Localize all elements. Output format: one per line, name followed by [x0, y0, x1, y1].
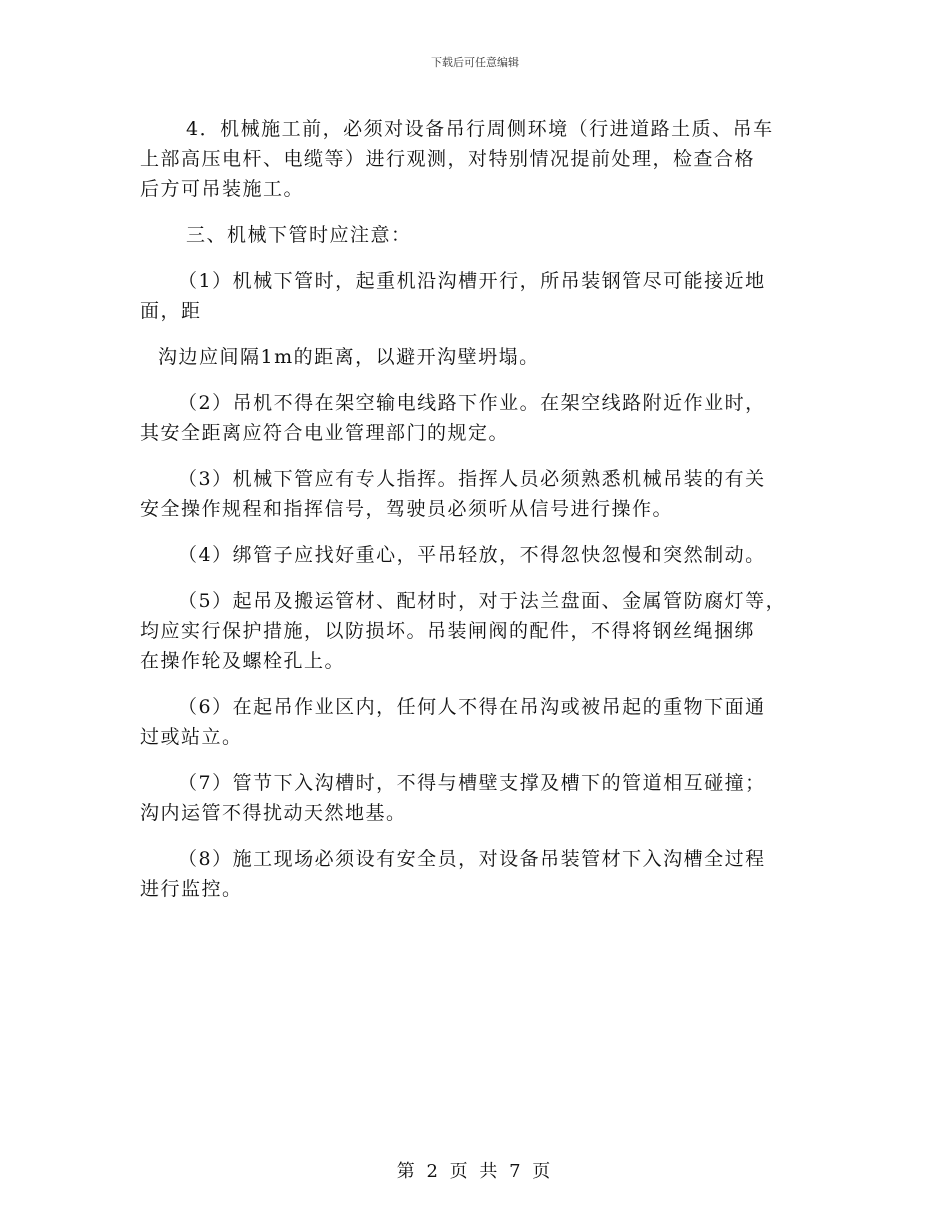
paragraph-item-4 — [140, 114, 820, 204]
section-heading-3 — [140, 220, 820, 250]
text-line: 安全操作规程和指挥信号，驾驶员必须听从信号进行操作。 — [140, 498, 674, 520]
paragraph-item-6 — [140, 692, 820, 752]
text-line: 三、机械下管时应注意： — [186, 224, 412, 246]
paragraph-item-4-sub — [140, 540, 820, 570]
page-number: 第 2 页 共 7 页 — [396, 1161, 554, 1182]
text-line: 过或站立。 — [140, 726, 243, 748]
text-line: （1）机械下管时，起重机沿沟槽开行，所吊装钢管尽可能接近地 — [178, 270, 766, 292]
text-line: 面，距 — [140, 300, 202, 322]
text-line: 4．机械施工前，必须对设备吊行周侧环境（行进道路土质、吊车 — [186, 118, 774, 140]
text-line: 沟内运管不得扰动天然地基。 — [140, 802, 407, 824]
text-line: （5）起吊及搬运管材、配材时，对于法兰盘面、金属管防腐灯等， — [178, 590, 787, 612]
document-body — [140, 114, 820, 904]
page-header: 下载后可任意编辑 — [431, 56, 519, 69]
text-line: （4）绑管子应找好重心，平吊轻放，不得忽快忽慢和突然制动。 — [178, 544, 766, 566]
text-line: （7）管节下入沟槽时，不得与槽壁支撑及槽下的管道相互碰撞； — [178, 772, 766, 794]
paragraph-item-7 — [140, 768, 820, 828]
text-line: 其安全距离应符合电业管理部门的规定。 — [140, 422, 510, 444]
paragraph-item-2 — [140, 388, 820, 448]
text-line: （8）施工现场必须设有安全员，对设备吊装管材下入沟槽全过程 — [178, 848, 766, 870]
text-line: 进行监控。 — [140, 878, 243, 900]
text-line: 均应实行保护措施，以防损坏。吊装闸阀的配件，不得将钢丝绳捆绑 — [140, 620, 756, 642]
text-line: （3）机械下管应有专人指挥。指挥人员必须熟悉机械吊装的有关 — [178, 468, 766, 490]
text-line: 后方可吊装施工。 — [140, 178, 305, 200]
paragraph-item-8 — [140, 844, 820, 904]
paragraph-item-1-continued — [140, 342, 820, 372]
paragraph-item-1 — [140, 266, 820, 326]
text-line: 在操作轮及螺栓孔上。 — [140, 650, 346, 672]
paragraph-item-3 — [140, 464, 820, 524]
text-line: 沟边应间隔1m的距离，以避开沟壁坍塌。 — [158, 346, 540, 368]
paragraph-item-5 — [140, 586, 820, 676]
text-line: （2）吊机不得在架空输电线路下作业。在架空线路附近作业时， — [178, 392, 766, 414]
text-line: （6）在起吊作业区内，任何人不得在吊沟或被吊起的重物下面通 — [178, 696, 766, 718]
text-line: 上部高压电杆、电缆等）进行观测，对特别情况提前处理，检查合格 — [140, 148, 756, 170]
